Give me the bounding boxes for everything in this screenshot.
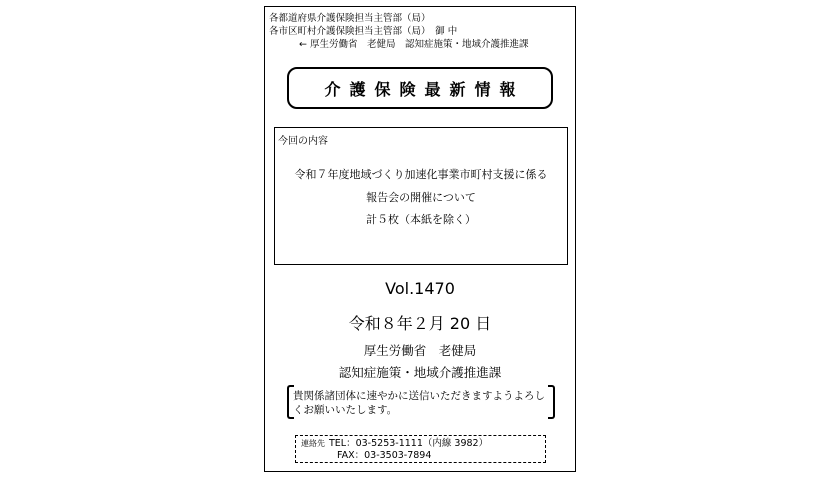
contents-line-1: 令和７年度地域づくり加速化事業市町村支援に係る — [294, 168, 548, 181]
recipient-line-2: 各市区町村介護保険担当主管部（局） 御 中 — [269, 26, 458, 37]
contents-line-3: 計５枚（本紙を除く） — [366, 213, 476, 226]
issuer-line-1: 厚生労働省 老健局 — [363, 343, 477, 358]
contact-tel: TEL：03-5253-1111（内線 3982） — [329, 438, 489, 449]
sender-line: ← 厚生労働省 老健局 認知症施策・地域介護推進課 — [299, 39, 529, 50]
volume-number: Vol.1470 — [385, 279, 455, 298]
address-block — [269, 12, 528, 51]
contact-tel-row — [301, 438, 488, 450]
contact-box — [295, 435, 546, 463]
notice-box — [287, 385, 555, 419]
contents-box — [274, 127, 568, 265]
contact-label: 連絡先 — [301, 439, 325, 448]
recipient-line-1: 各都道府県介護保険担当主管部（局） — [269, 13, 431, 24]
document-title: 介護保険最新情報 — [324, 79, 525, 99]
notice-text: 貴関係諸団体に速やかに送信いただきますようよろしくお願いいたします。 — [293, 390, 545, 416]
contents-label: 今回の内容 — [278, 136, 328, 147]
issuer-line-2: 認知症施策・地域介護推進課 — [338, 365, 502, 380]
contact-fax: FAX：03-3503-7894 — [337, 450, 432, 461]
issue-date: 令和８年２月 20 日 — [348, 314, 492, 333]
contents-line-2: 報告会の開催について — [366, 191, 476, 204]
title-box — [287, 67, 553, 109]
document-page — [264, 6, 576, 472]
